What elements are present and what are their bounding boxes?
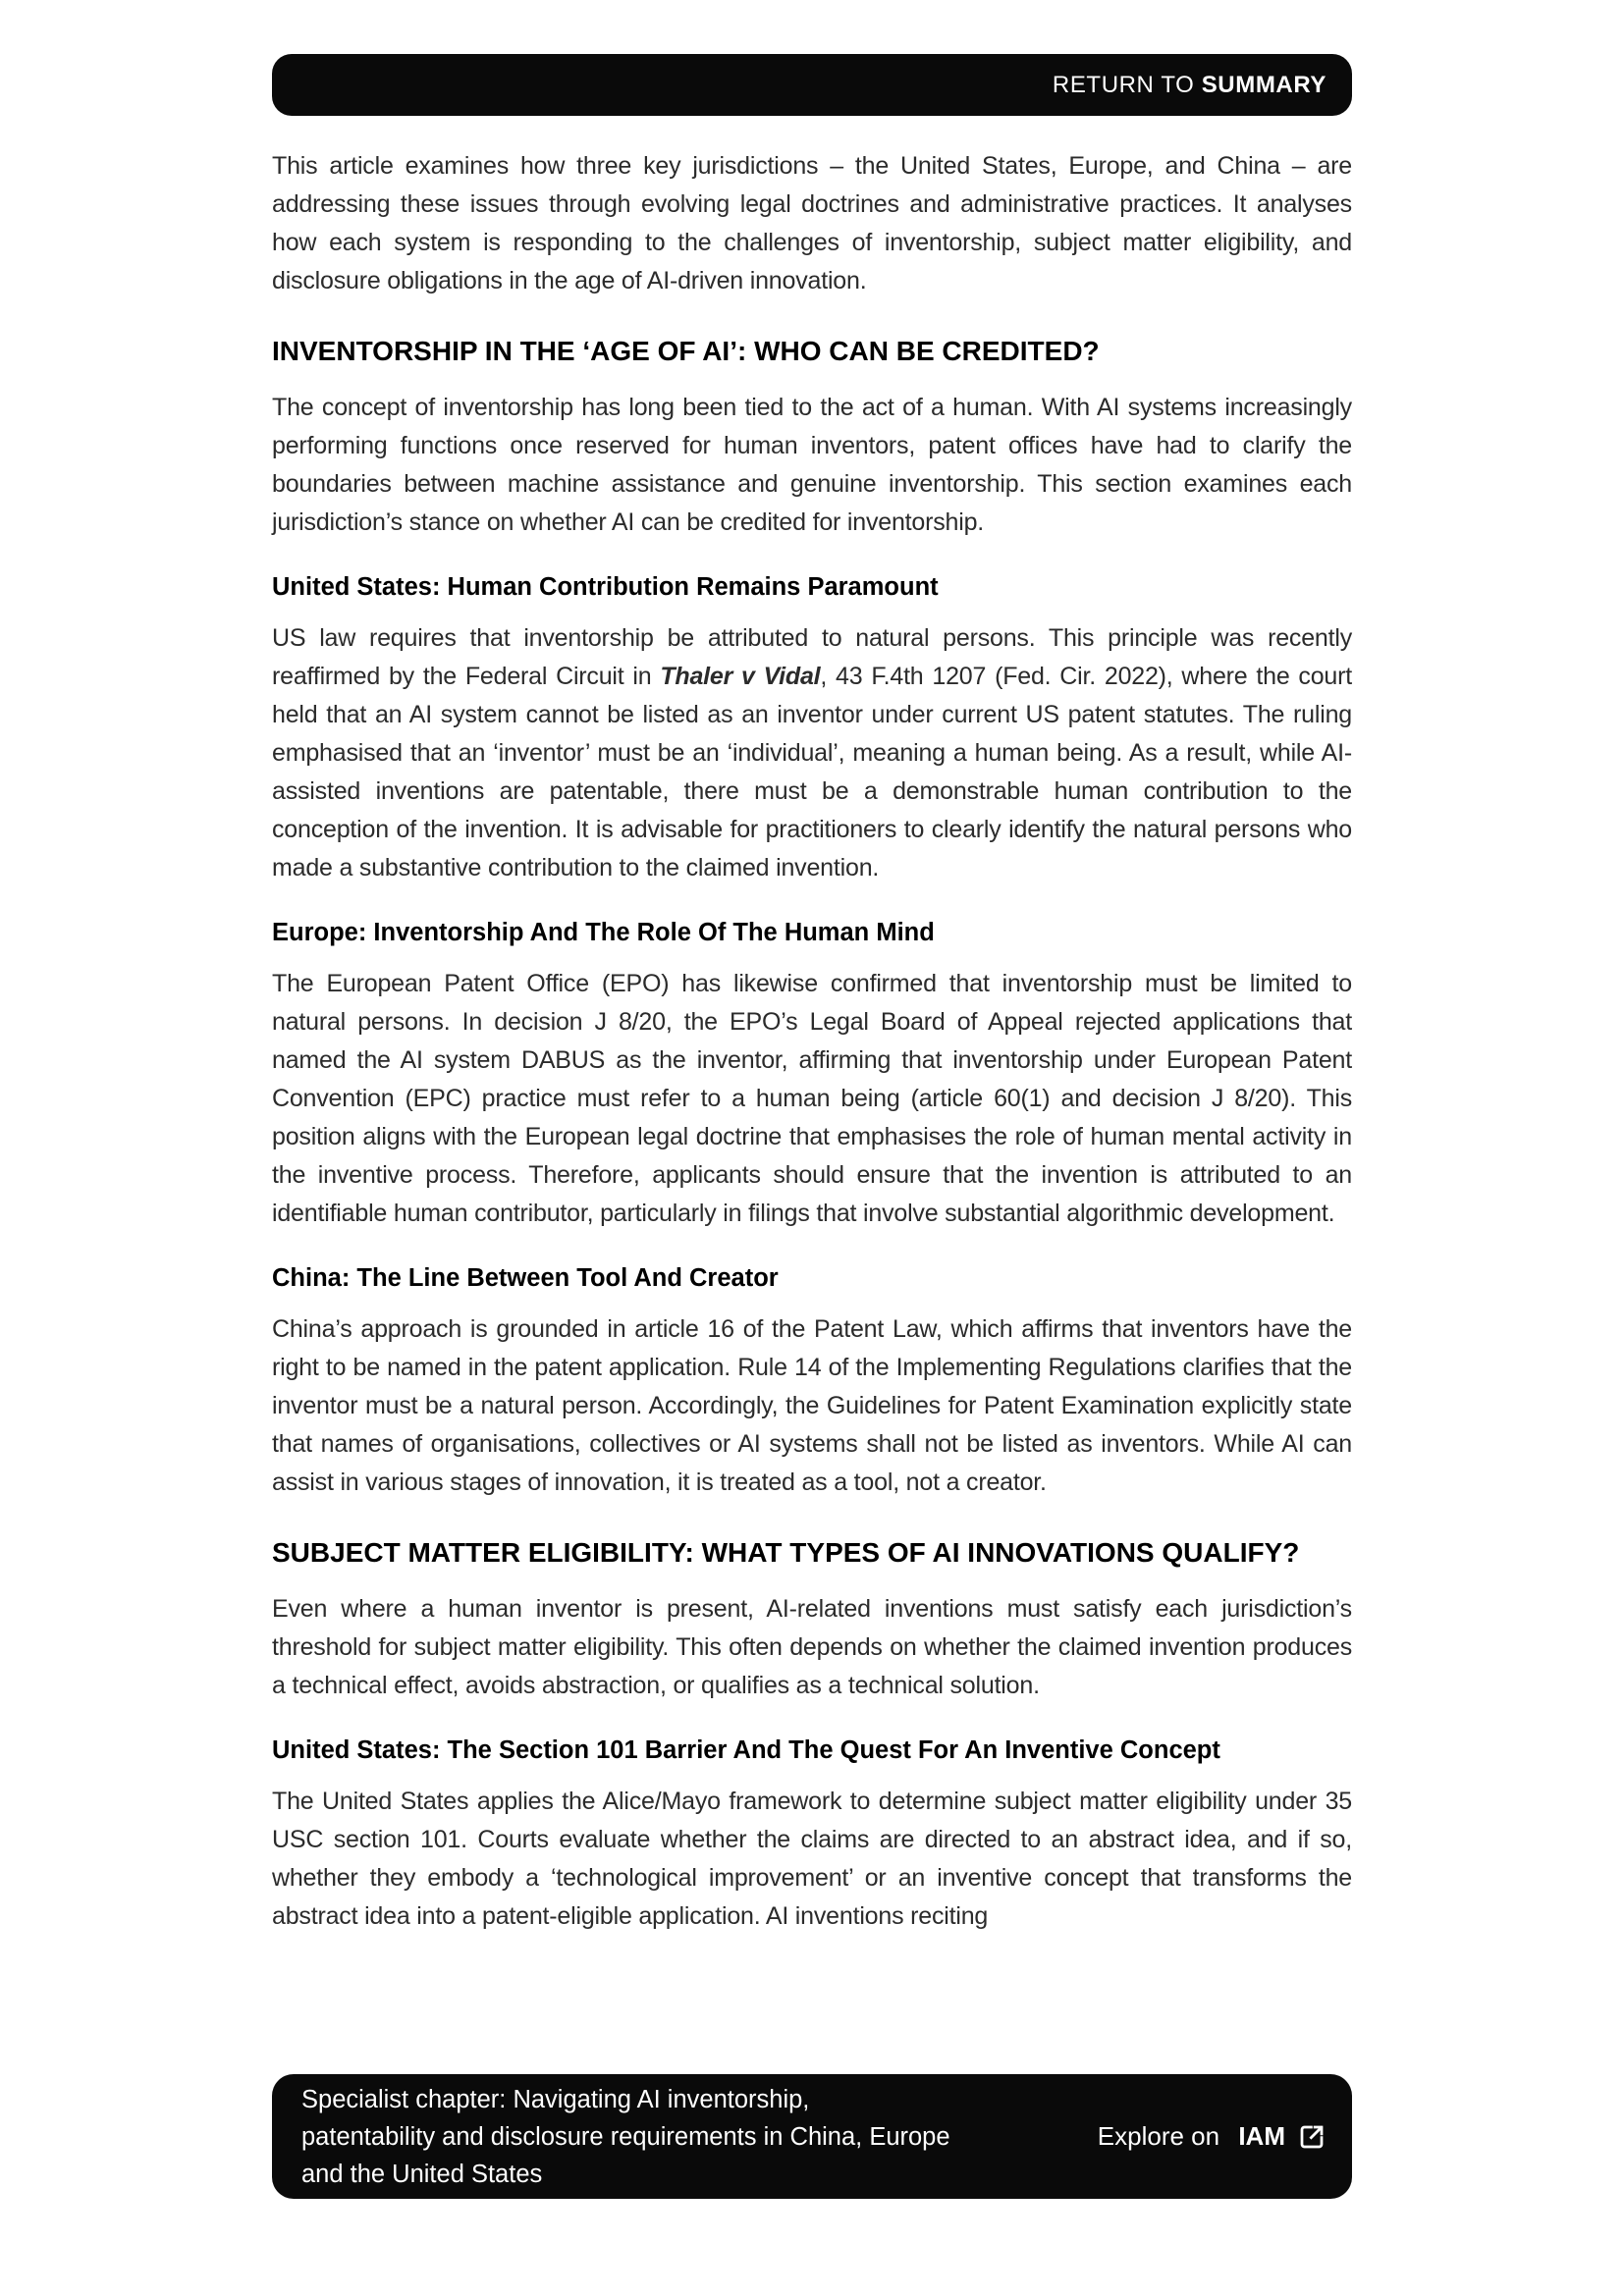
article-body [272, 147, 1352, 1965]
chapter-title [301, 2081, 950, 2193]
explore-on-iam-link[interactable] [1098, 2121, 1326, 2152]
section-heading: SUBJECT MATTER ELIGIBILITY: WHAT TYPES OF AI INNOVATIONS QUALIFY? [272, 1537, 1300, 1568]
external-link-icon [1297, 2122, 1326, 2152]
explore-on-label: Explore on [1097, 2121, 1227, 2151]
paragraph: Even where a human inventor is present, AI-related inventions must satisfy each jurisdiction’s threshold for subject matter eligibility. This often depends on whether the claimed invention produces a technical effect, avoids abstraction, or qualifies as a technical solution. [272, 1595, 1352, 1699]
return-to-label: RETURN TO [1052, 71, 1202, 98]
paragraph: The concept of inventorship has long been tied to the act of a human. With AI systems increasingly performing functions once reserved for human inventors, patent offices have had to clarify the boundaries between machine assistance and genuine inventorship. This section examines each jurisdiction’s stance on whether AI can be credited for inventorship. [272, 394, 1352, 536]
paragraph [272, 619, 1352, 887]
subsection-heading: China: The Line Between Tool And Creator [272, 1264, 779, 1292]
summary-label: SUMMARY [1201, 71, 1326, 98]
subsection-heading: United States: The Section 101 Barrier And The Quest For An Inventive Concept [272, 1736, 1220, 1764]
text-run: , 43 F.4th 1207 (Fed. Cir. 2022), where the court held that an AI system cannot be listed as an inventor under current US patent statutes. The ruling emphasised that an ‘inventor’ must be an ‘individual’, meaning a human being. As a result, while AI-assisted inventions are patentable, there must be a demonstrable human contribution to the conception of the invention. It is advisable for practitioners to clearly identify the natural persons who made a substantive contribution to the claimed invention. [272, 663, 1352, 881]
paragraph: This article examines how three key jurisdictions – the United States, Europe, and China – are addressing these issues through evolving legal doctrines and administrative practices. It analyses how each system is responding to the challenges of inventorship, subject matter eligibility, and disclosure obligations in the age of AI-driven innovation. [272, 152, 1352, 294]
subsection-heading: United States: Human Contribution Remains Paramount [272, 573, 939, 601]
return-to-summary-button[interactable] [272, 54, 1352, 116]
chapter-title-line: Specialist chapter: Navigating AI inventorship, [301, 2085, 810, 2113]
text-run: US law requires that inventorship be attributed to natural persons. This principle was recently reaffirmed by the Federal Circuit in [272, 624, 1352, 690]
footer-bar [272, 2074, 1352, 2199]
chapter-title-line: and the United States [301, 2160, 543, 2188]
paragraph: The United States applies the Alice/Mayo framework to determine subject matter eligibility under 35 USC section 101. Courts evaluate whether the claims are directed to an abstract idea, and if so, whether they embody a ‘technological improvement’ or an inventive concept that transforms the abstract idea into a patent-eligible application. AI inventions reciting [272, 1788, 1352, 1930]
section-heading: INVENTORSHIP IN THE ‘AGE OF AI’: WHO CAN BE CREDITED? [272, 336, 1100, 366]
paragraph: The European Patent Office (EPO) has likewise confirmed that inventorship must be limited to natural persons. In decision J 8/20, the EPO’s Legal Board of Appeal rejected applications that named the AI system DABUS as the inventor, affirming that inventorship under European Patent Convention (EPC) practice must refer to a human being (article 60(1) and decision J 8/20). This position aligns with the European legal doctrine that emphasises the role of human mental activity in the inventive process. Therefore, applicants should ensure that the invention is attributed to an identifiable human contributor, particularly in filings that involve substantial algorithmic development. [272, 970, 1352, 1227]
case-citation: Thaler v Vidal [660, 663, 821, 690]
subsection-heading: Europe: Inventorship And The Role Of The Human Mind [272, 919, 935, 946]
paragraph: China’s approach is grounded in article 16 of the Patent Law, which affirms that inventors have the right to be named in the patent application. Rule 14 of the Implementing Regulations clarifies that the inventor must be a natural person. Accordingly, the Guidelines for Patent Examination explicitly state that names of organisations, collectives or AI systems shall not be listed as inventors. While AI can assist in various stages of innovation, it is treated as a tool, not a creator. [272, 1315, 1352, 1496]
chapter-title-line: patentability and disclosure requirements in China, Europe [301, 2122, 950, 2151]
iam-brand-label: IAM [1238, 2121, 1285, 2151]
